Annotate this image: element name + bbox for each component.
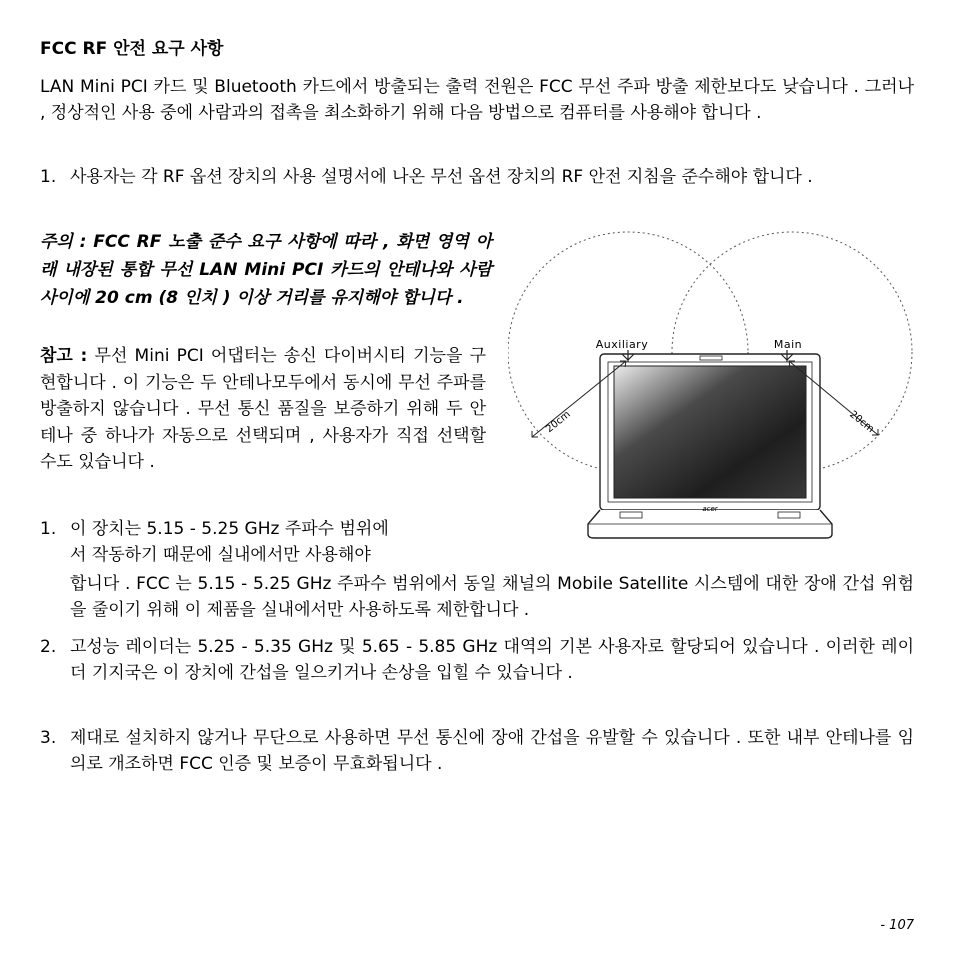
list2-item1-rest: 합니다 . FCC 는 5.15 - 5.25 GHz 주파수 범위에서 동일 채널의 Mobile Satellite 시스템에 대한 장애 간섭 위험을 줄이기 위해 이 제품을 실내에서만 사용하도록 제한합니다 . bbox=[70, 574, 914, 620]
note-text: 무선 Mini PCI 어댑터는 송신 다이버시티 기능을 구현합니다 . 이 기능은 두 안테나모두에서 동시에 무선 주파를 방출하지 않습니다 . 무선 통신 품질을 보증하기 위해 두 안테나 중 하나가 자동으로 선택되며 , 사용자가 직접 선택할 수도 있습니다 . bbox=[40, 346, 486, 472]
warning-text: 주의 : FCC RF 노출 준수 요구 사항에 따라 , 화면 영역 아래 내장된 통합 무선 LAN Mini PCI 카드의 안테나와 사람 사이에 20 cm (8 인치 ) 이상 거리를 유지해야 합니다 . bbox=[40, 232, 492, 308]
aux-distance-label: 20cm bbox=[544, 408, 573, 436]
laptop-logo: acer bbox=[702, 505, 718, 513]
list2-item1-line2: 서 작동하기 때문에 실내에서만 사용해야 bbox=[70, 545, 371, 565]
laptop-illustration bbox=[588, 354, 832, 538]
note-label: 참고 : bbox=[40, 346, 88, 366]
list2-item1-number: 1. bbox=[40, 519, 57, 539]
main-distance-label: 20cm bbox=[847, 408, 876, 436]
list2-item1-line1: 이 장치는 5.15 - 5.25 GHz 주파수 범위에 bbox=[70, 519, 389, 539]
main-label: Main bbox=[773, 338, 803, 351]
list2-item2-number: 2. bbox=[40, 637, 57, 657]
list2-item3-text: 제대로 설치하지 않거나 무단으로 사용하면 무선 통신에 장애 간섭을 유발할 수 있습니다 . 또한 내부 안테나를 임의로 개조하면 FCC 인증 및 보증이 무효화됩니다 . bbox=[70, 728, 914, 774]
list2-item3-number: 3. bbox=[40, 728, 57, 748]
list1-text: 사용자는 각 RF 옵션 장치의 사용 설명서에 나온 무선 옵션 장치의 RF 안전 지침을 준수해야 합니다 . bbox=[70, 167, 813, 187]
section-heading: FCC RF 안전 요구 사항 bbox=[40, 39, 224, 59]
note-paragraph bbox=[40, 343, 486, 476]
antenna-distance-diagram bbox=[508, 228, 916, 548]
list1-number: 1. bbox=[40, 167, 57, 187]
page-number: - 107 bbox=[880, 918, 914, 933]
intro-paragraph: LAN Mini PCI 카드 및 Bluetooth 카드에서 방출되는 출력 전원은 FCC 무선 주파 방출 제한보다도 낮습니다 . 그러나 , 정상적인 사용 중에 사람과의 접촉을 최소화하기 위해 다음 방법으로 컴퓨터를 사용해야 합니다 . bbox=[40, 77, 914, 123]
aux-label: Auxiliary bbox=[595, 338, 649, 351]
list2-item2-text: 고성능 레이더는 5.25 - 5.35 GHz 및 5.65 - 5.85 GHz 대역의 기본 사용자로 할당되어 있습니다 . 이러한 레이더 기지국은 이 장치에 간섭을 일으키거나 손상을 입힐 수 있습니다 . bbox=[70, 637, 914, 683]
